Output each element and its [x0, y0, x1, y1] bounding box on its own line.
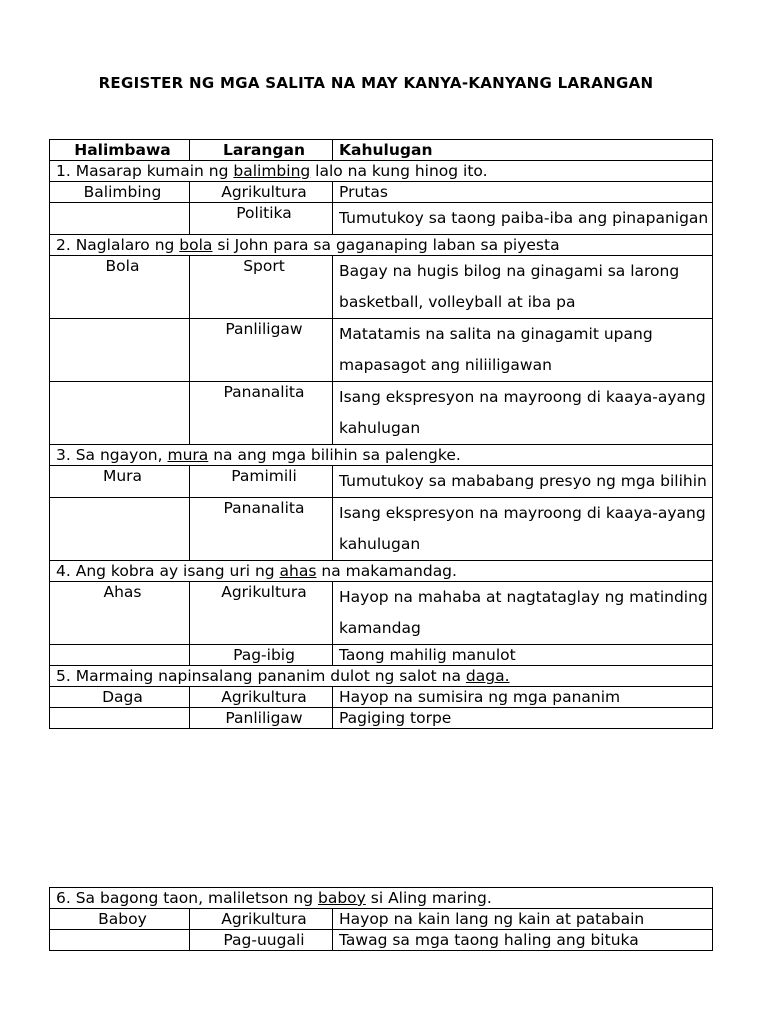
meaning-cell: Tumutukoy sa mababang presyo ng mga bilihin: [333, 466, 713, 498]
header-halimbawa: Halimbawa: [50, 140, 190, 161]
field-cell: Pananalita: [190, 382, 333, 445]
meaning-cell: Prutas: [333, 182, 713, 203]
highlighted-word: daga.: [465, 667, 510, 685]
word-cell: Ahas: [50, 582, 190, 645]
meaning-cell: Pagiging torpe: [333, 708, 713, 729]
meaning-cell: Tawag sa mga taong haling ang bituka: [333, 930, 713, 951]
field-cell: Pananalita: [190, 498, 333, 561]
example-sentence-row: [50, 666, 713, 687]
table-row: [50, 909, 713, 930]
meaning-cell: Tumutukoy sa taong paiba-iba ang pinapanigan: [333, 203, 713, 235]
meaning-cell: Taong mahilig manulot: [333, 645, 713, 666]
field-cell: Panliligaw: [190, 708, 333, 729]
table-row: [50, 319, 713, 382]
word-cell-empty: [50, 203, 190, 235]
example-sentence: 3. Sa ngayon, mura na ang mga bilihin sa palengke.: [50, 445, 713, 466]
table-row: [50, 203, 713, 235]
word-cell-empty: [50, 708, 190, 729]
table-row: [50, 582, 713, 645]
meaning-cell: Hayop na kain lang ng kain at patabain: [333, 909, 713, 930]
table-row: [50, 708, 713, 729]
highlighted-word: balimbing: [233, 162, 311, 180]
word-cell-empty: [50, 319, 190, 382]
example-sentence: 6. Sa bagong taon, maliletson ng baboy si Aling maring.: [50, 888, 713, 909]
meaning-cell: Hayop na sumisira ng mga pananim: [333, 687, 713, 708]
table-header-row: [50, 140, 713, 161]
table-row: [50, 687, 713, 708]
highlighted-word: bola: [179, 236, 213, 254]
word-cell: Balimbing: [50, 182, 190, 203]
meaning-cell: Isang ekspresyon na mayroong di kaaya-ayang kahulugan: [333, 382, 713, 445]
field-cell: Agrikultura: [190, 182, 333, 203]
table-row: [50, 182, 713, 203]
word-cell: Bola: [50, 256, 190, 319]
highlighted-word: mura: [167, 446, 209, 464]
field-cell: Agrikultura: [190, 582, 333, 645]
example-sentence: 5. Marmaing napinsalang pananim dulot ng salot na daga.: [50, 666, 713, 687]
table-row: [50, 256, 713, 319]
example-sentence: 4. Ang kobra ay isang uri ng ahas na makamandag.: [50, 561, 713, 582]
table-row: [50, 466, 713, 498]
table-row: [50, 645, 713, 666]
table-row: [50, 498, 713, 561]
table-row: [50, 382, 713, 445]
example-sentence-row: [50, 235, 713, 256]
header-kahulugan: Kahulugan: [333, 140, 713, 161]
example-sentence: 2. Naglalaro ng bola si John para sa gaganaping laban sa piyesta: [50, 235, 713, 256]
highlighted-word: ahas: [279, 562, 317, 580]
field-cell: Politika: [190, 203, 333, 235]
meaning-cell: Matatamis na salita na ginagamit upang mapasagot ang niliiligawan: [333, 319, 713, 382]
header-larangan: Larangan: [190, 140, 333, 161]
document-title: REGISTER NG MGA SALITA NA MAY KANYA-KANYANG LARANGAN: [98, 74, 654, 92]
example-sentence-row: [50, 445, 713, 466]
register-table: [49, 139, 713, 729]
word-cell: Baboy: [50, 909, 190, 930]
example-sentence-row: [50, 561, 713, 582]
table-row: [50, 930, 713, 951]
word-cell: Daga: [50, 687, 190, 708]
field-cell: Pamimili: [190, 466, 333, 498]
example-sentence-row: [50, 161, 713, 182]
word-cell-empty: [50, 930, 190, 951]
meaning-cell: Isang ekspresyon na mayroong di kaaya-ayang kahulugan: [333, 498, 713, 561]
field-cell: Agrikultura: [190, 909, 333, 930]
field-cell: Pag-uugali: [190, 930, 333, 951]
register-table-continued: [49, 887, 713, 951]
example-sentence-row: [50, 888, 713, 909]
word-cell: Mura: [50, 466, 190, 498]
word-cell-empty: [50, 498, 190, 561]
example-sentence: 1. Masarap kumain ng balimbing lalo na kung hinog ito.: [50, 161, 713, 182]
field-cell: Panliligaw: [190, 319, 333, 382]
word-cell-empty: [50, 382, 190, 445]
word-cell-empty: [50, 645, 190, 666]
highlighted-word: baboy: [318, 889, 366, 907]
meaning-cell: Bagay na hugis bilog na ginagami sa larong basketball, volleyball at iba pa: [333, 256, 713, 319]
field-cell: Sport: [190, 256, 333, 319]
meaning-cell: Hayop na mahaba at nagtataglay ng matinding kamandag: [333, 582, 713, 645]
field-cell: Agrikultura: [190, 687, 333, 708]
field-cell: Pag-ibig: [190, 645, 333, 666]
